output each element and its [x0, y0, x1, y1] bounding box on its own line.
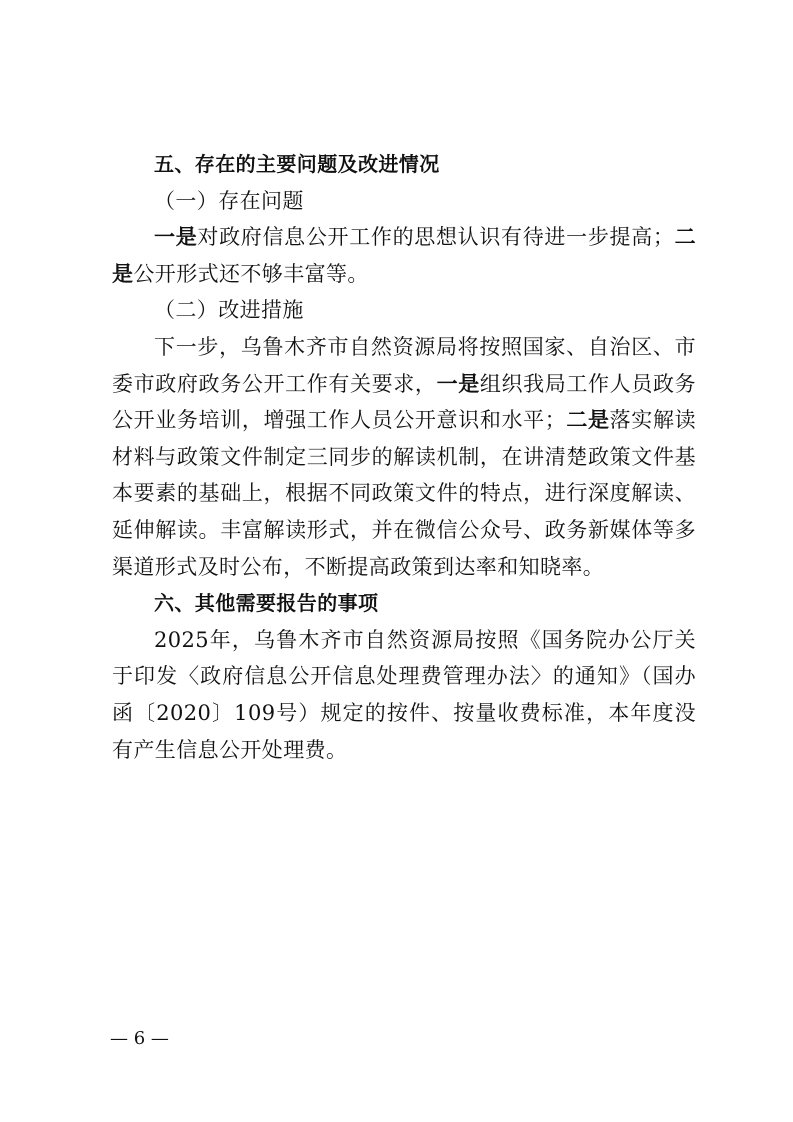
- page-number: — 6 —: [110, 1028, 169, 1049]
- problem-text-second: 公开形式还不够丰富等。: [133, 261, 369, 286]
- lead-phrase-first: 一是: [154, 225, 198, 250]
- lead-phrase-second: 二是: [566, 408, 610, 433]
- other-matters-paragraph: 2025年，乌鲁木齐市自然资源局按照《国务院办公厅关于印发〈政府信息公开信息处理费管理办法〉的通知》（国办函〔2020〕109号）规定的按件、按量收费标准，本年度没有产生信息公开处理费。: [112, 627, 696, 762]
- existing-problems-paragraph: [112, 219, 696, 292]
- section-5-heading: 五、存在的主要问题及改进情况: [154, 152, 440, 176]
- measures-text-second: 落实解读材料与政策文件制定三同步的解读机制，在讲清楚政策文件基本要素的基础上，根据不同政策文件的特点，进行深度解读、延伸解读。丰富解读形式，并在微信公众号、政务新媒体等多渠道形式及时公布，不断提高政策到达率和知晓率。: [112, 408, 696, 579]
- document-body: [112, 146, 696, 768]
- problem-text-first: 对政府信息公开工作的思想认识有待进一步提高；: [197, 225, 675, 250]
- section-6-heading: 六、其他需要报告的事项: [154, 591, 379, 616]
- lead-phrase-first: 一是: [436, 371, 480, 396]
- subsection-improvement-measures-title: （二）改进措施: [154, 298, 304, 323]
- lead-phrase-second: 二是: [112, 225, 696, 286]
- measures-text-first: 组织我局工作人员政务公开业务培训，增强工作人员公开意识和水平；: [112, 371, 697, 433]
- measures-intro-text: 下一步，乌鲁木齐市自然资源局将按照国家、自治区、市委市政府政务公开工作有关要求，: [112, 334, 696, 396]
- subsection-existing-problems-title: （一）存在问题: [154, 188, 304, 213]
- improvement-measures-paragraph: [112, 329, 696, 585]
